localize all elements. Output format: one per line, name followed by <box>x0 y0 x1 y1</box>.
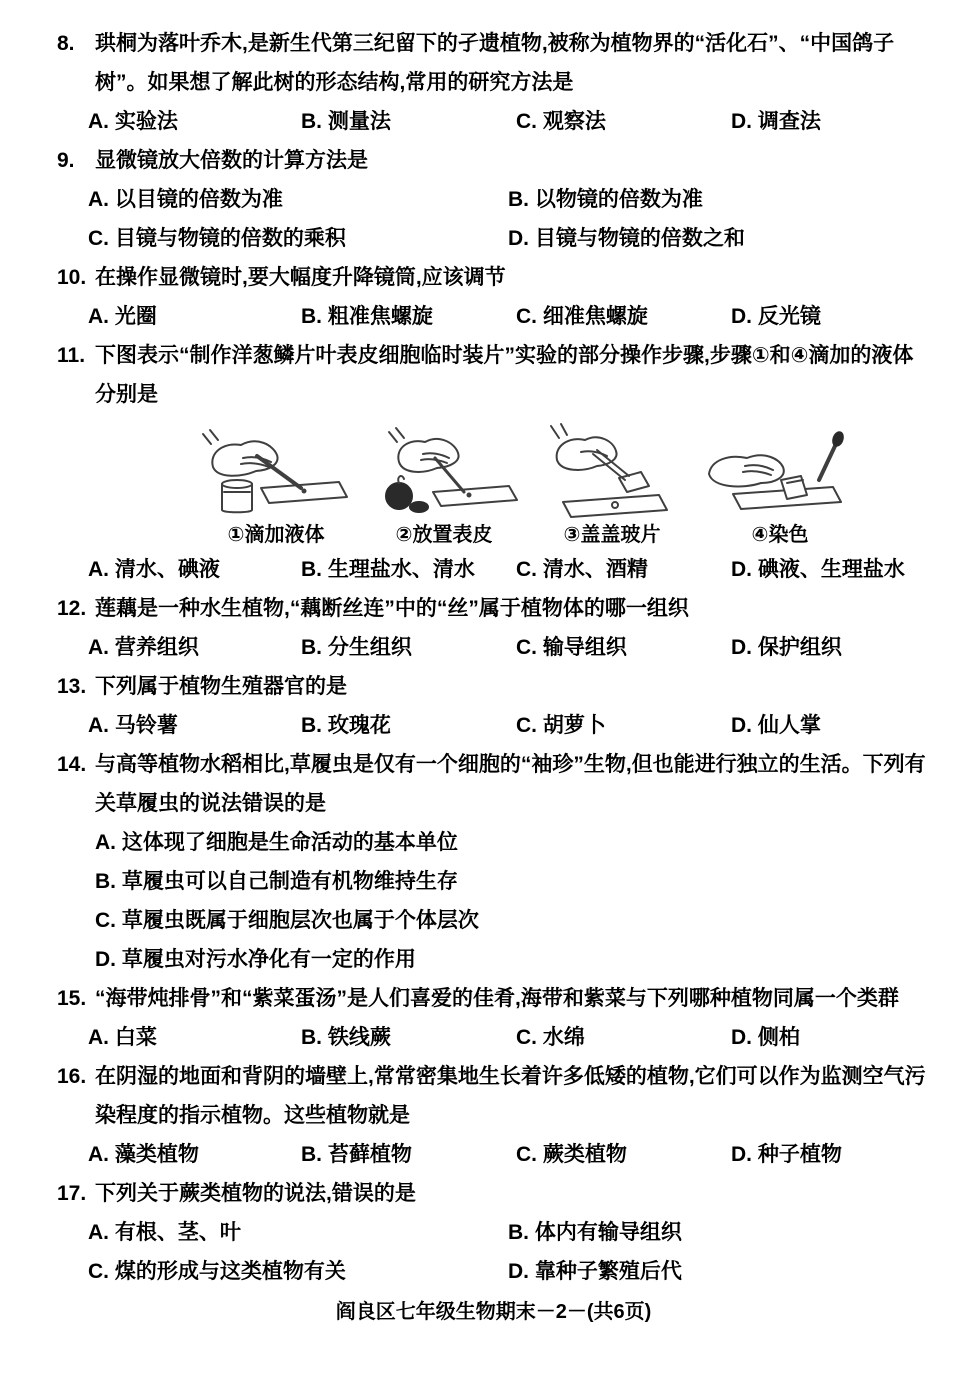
question-15-option-b: B. 铁线蕨 <box>301 1026 391 1049</box>
question-9-option-a: A. 以目镜的倍数为准 <box>88 188 283 211</box>
question-13-option-c: C. 胡萝卜 <box>516 714 606 737</box>
question-10-text: 在操作显微镜时,要大幅度升降镜筒,应该调节 <box>95 266 506 289</box>
question-14-option-a: A. 这体现了细胞是生命活动的基本单位 <box>95 831 458 854</box>
question-14-option-b: B. 草履虫可以自己制造有机物维持生存 <box>95 870 458 893</box>
question-13-options <box>88 706 930 745</box>
question-8-text: 珙桐为落叶乔木,是新生代第三纪留下的孑遗植物,被称为植物界的“活化石”、“中国鸽子树”。如果想了解此树的形态结构,常用的研究方法是 <box>95 32 895 94</box>
question-17-options-row-1 <box>88 1213 930 1252</box>
question-16 <box>57 1057 930 1174</box>
question-9 <box>57 141 930 258</box>
question-16-option-a: A. 藻类植物 <box>88 1143 199 1166</box>
question-12-stem <box>57 589 930 628</box>
staining-hand-icon <box>705 422 855 522</box>
question-17-text: 下列关于蕨类植物的说法,错误的是 <box>95 1182 416 1205</box>
question-14-option-c: C. 草履虫既属于细胞层次也属于个体层次 <box>95 909 479 932</box>
question-9-stem <box>57 141 930 180</box>
question-15-number: 15. <box>57 987 87 1010</box>
question-9-options-row-2 <box>88 219 930 258</box>
question-8-option-c: C. 观察法 <box>516 110 606 133</box>
question-11-option-a: A. 清水、碘液 <box>88 558 220 581</box>
question-11-option-c: C. 清水、酒精 <box>516 558 648 581</box>
question-15-option-a: A. 白菜 <box>88 1026 157 1049</box>
question-10 <box>57 258 930 336</box>
question-11-stem <box>57 336 930 414</box>
coverslip-hand-icon <box>537 422 687 522</box>
question-10-option-d: D. 反光镜 <box>731 305 821 328</box>
question-14-number: 14. <box>57 753 87 776</box>
question-16-stem <box>57 1057 930 1135</box>
figure-step-2 <box>365 422 523 548</box>
question-17-options-row-2 <box>88 1252 930 1291</box>
question-16-number: 16. <box>57 1065 87 1088</box>
question-8-option-b: B. 测量法 <box>301 110 391 133</box>
question-12-number: 12. <box>57 597 87 620</box>
question-15-options <box>88 1018 930 1057</box>
question-17-option-c: C. 煤的形成与这类植物有关 <box>88 1260 346 1283</box>
figure-step-4 <box>701 422 859 548</box>
question-9-options-row-1 <box>88 180 930 219</box>
question-13-option-d: D. 仙人掌 <box>731 714 821 737</box>
question-15-option-d: D. 侧柏 <box>731 1026 800 1049</box>
question-16-option-b: B. 苔藓植物 <box>301 1143 412 1166</box>
question-13-stem <box>57 667 930 706</box>
question-8-option-d: D. 调查法 <box>731 110 821 133</box>
question-11-option-d: D. 碘液、生理盐水 <box>731 558 905 581</box>
question-9-option-c: C. 目镜与物镜的倍数的乘积 <box>88 227 346 250</box>
question-14-option-d: D. 草履虫对污水净化有一定的作用 <box>95 948 416 971</box>
question-10-option-a: A. 光圈 <box>88 305 157 328</box>
question-13-option-b: B. 玫瑰花 <box>301 714 391 737</box>
question-13 <box>57 667 930 745</box>
question-10-option-b: B. 粗准焦螺旋 <box>301 305 433 328</box>
question-13-text: 下列属于植物生殖器官的是 <box>95 675 347 698</box>
question-15-option-c: C. 水绵 <box>516 1026 585 1049</box>
question-16-text: 在阴湿的地面和背阴的墙壁上,常常密集地生长着许多低矮的植物,它们可以作为监测空气污染程度的指示植物。这些植物就是 <box>95 1065 926 1127</box>
figure-step-1-caption: ①滴加液体 <box>227 524 325 546</box>
question-12-option-c: C. 输导组织 <box>516 636 627 659</box>
question-15-stem <box>57 979 930 1018</box>
tweezers-epidermis-icon <box>369 422 519 522</box>
question-16-option-d: D. 种子植物 <box>731 1143 842 1166</box>
dropper-hand-icon <box>201 422 351 522</box>
question-9-option-d: D. 目镜与物镜的倍数之和 <box>508 227 745 250</box>
question-17-option-a: A. 有根、茎、叶 <box>88 1221 241 1244</box>
question-9-number: 9. <box>57 149 75 172</box>
question-11 <box>57 336 930 589</box>
question-17-option-b: B. 体内有输导组织 <box>508 1221 682 1244</box>
question-17-stem <box>57 1174 930 1213</box>
question-8-option-a: A. 实验法 <box>88 110 178 133</box>
question-16-option-c: C. 蕨类植物 <box>516 1143 627 1166</box>
question-14-stem <box>57 745 930 823</box>
question-13-option-a: A. 马铃薯 <box>88 714 178 737</box>
question-9-option-b: B. 以物镜的倍数为准 <box>508 188 703 211</box>
figure-step-3 <box>533 422 691 548</box>
question-8 <box>57 24 930 141</box>
question-8-options <box>88 102 930 141</box>
question-17-option-d: D. 靠种子繁殖后代 <box>508 1260 682 1283</box>
question-17-number: 17. <box>57 1182 87 1205</box>
question-10-number: 10. <box>57 266 87 289</box>
question-12 <box>57 589 930 667</box>
question-10-stem <box>57 258 930 297</box>
question-11-text: 下图表示“制作洋葱鳞片叶表皮细胞临时装片”实验的部分操作步骤,步骤①和④滴加的液体分别是 <box>95 344 914 406</box>
question-10-option-c: C. 细准焦螺旋 <box>516 305 648 328</box>
slide-preparation-figure <box>197 422 930 548</box>
question-12-option-a: A. 营养组织 <box>88 636 199 659</box>
question-10-options <box>88 297 930 336</box>
question-14-text: 与高等植物水稻相比,草履虫是仅有一个细胞的“袖珍”生物,但也能进行独立的生活。下列有关草履虫的说法错误的是 <box>95 753 926 815</box>
question-8-number: 8. <box>57 32 75 55</box>
question-12-option-d: D. 保护组织 <box>731 636 842 659</box>
question-11-option-b: B. 生理盐水、清水 <box>301 558 475 581</box>
question-8-stem <box>57 24 930 102</box>
question-15 <box>57 979 930 1057</box>
question-12-options <box>88 628 930 667</box>
question-11-number: 11. <box>57 344 86 367</box>
figure-step-1 <box>197 422 355 548</box>
figure-step-2-caption: ②放置表皮 <box>395 524 493 546</box>
figure-step-3-caption: ③盖盖玻片 <box>563 524 661 546</box>
question-14 <box>57 745 930 979</box>
question-16-options <box>88 1135 930 1174</box>
question-13-number: 13. <box>57 675 87 698</box>
question-12-option-b: B. 分生组织 <box>301 636 412 659</box>
figure-step-4-caption: ④染色 <box>751 524 809 546</box>
question-12-text: 莲藕是一种水生植物,“藕断丝连”中的“丝”属于植物体的哪一组织 <box>95 597 689 620</box>
question-15-text: “海带炖排骨”和“紫菜蛋汤”是人们喜爱的佳肴,海带和紫菜与下列哪种植物同属一个类群 <box>95 987 899 1010</box>
question-17 <box>57 1174 930 1291</box>
question-9-text: 显微镜放大倍数的计算方法是 <box>95 149 368 172</box>
question-11-options <box>88 550 930 589</box>
page-footer: 阎良区七年级生物期末－2－(共6页) <box>335 1301 652 1323</box>
